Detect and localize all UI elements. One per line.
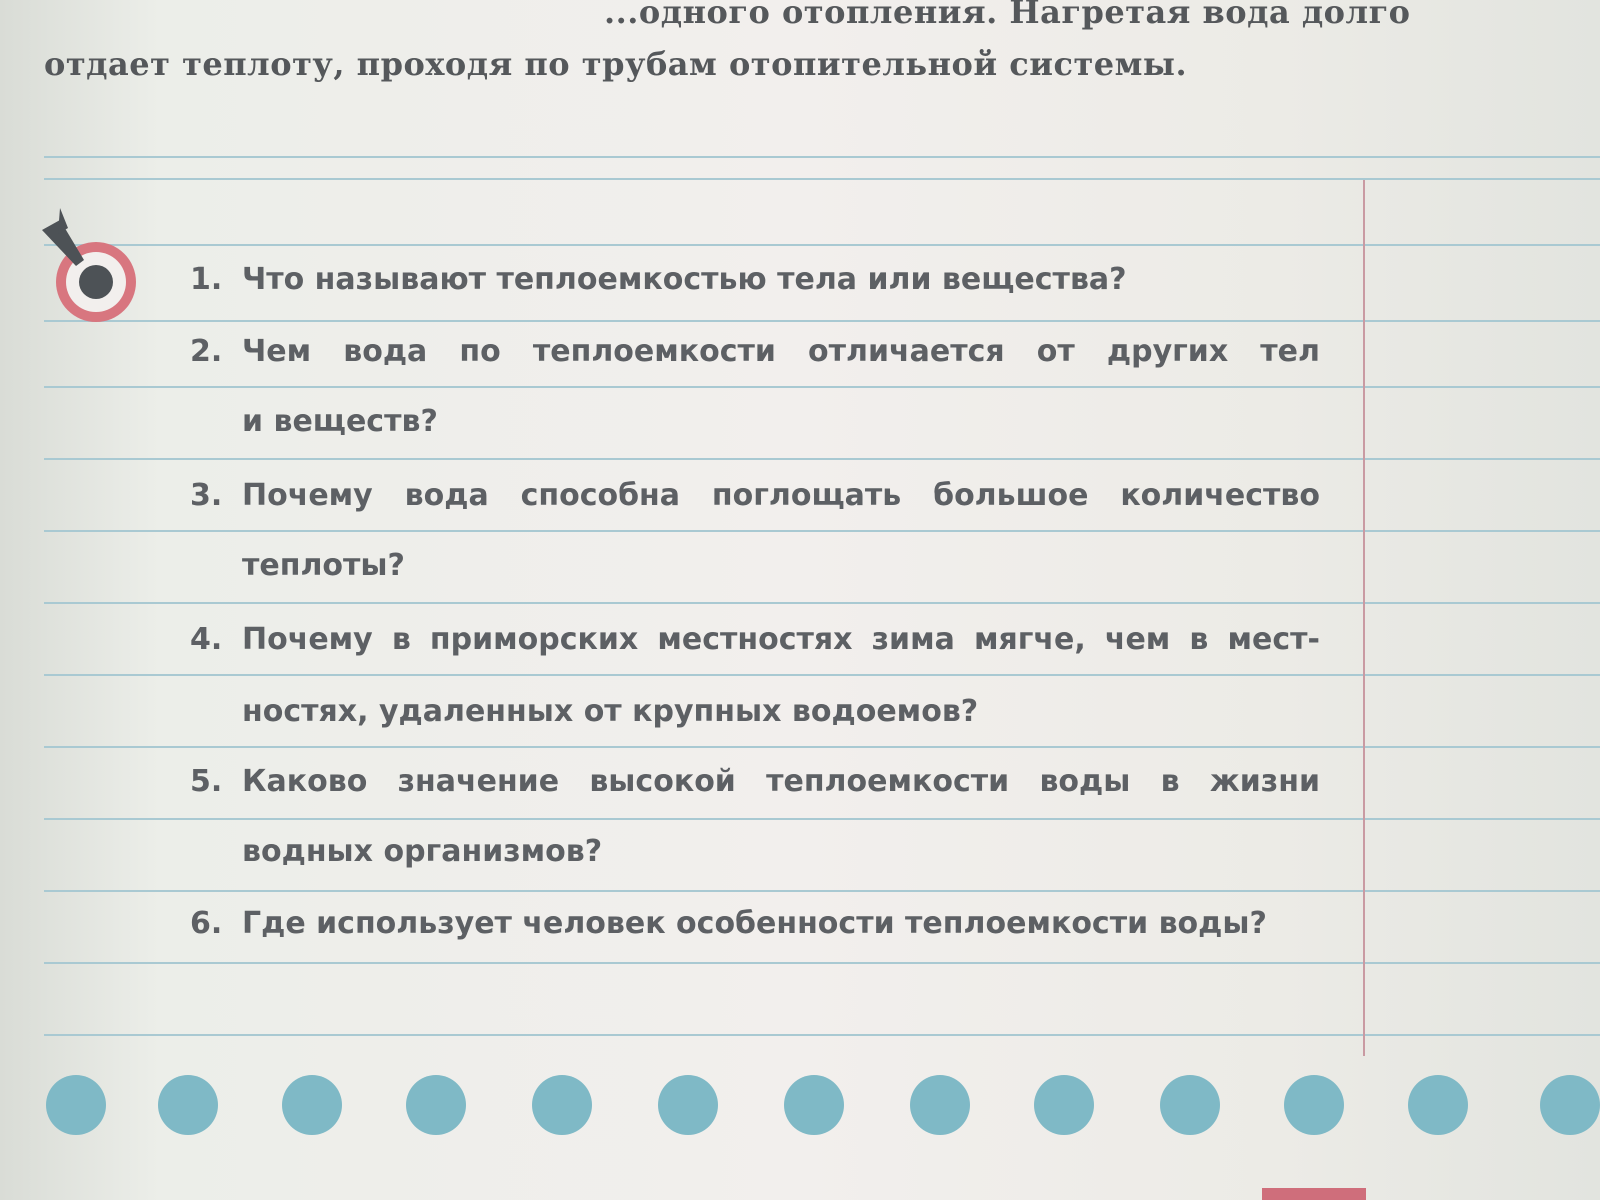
question-number: 1. xyxy=(190,262,223,297)
question-5-continuation: водных организмов? xyxy=(242,834,603,869)
dot-icon xyxy=(532,1075,592,1135)
dot-icon xyxy=(1034,1075,1094,1135)
rule-line xyxy=(44,178,1600,180)
dot-icon xyxy=(784,1075,844,1135)
question-text: Чем вода по теплоемкости отличается от других тел xyxy=(242,334,1320,369)
rule-line xyxy=(44,1034,1600,1036)
rule-line xyxy=(44,244,1600,246)
dot-icon xyxy=(1284,1075,1344,1135)
question-2-continuation: и веществ? xyxy=(242,404,438,439)
page-corner-tab xyxy=(1262,1188,1366,1200)
question-text: Каково значение высокой теплоемкости воды в жизни xyxy=(242,764,1320,799)
margin-line xyxy=(1363,180,1365,1056)
intro-line-1: ...одного отопления. Нагретая вода долго xyxy=(604,0,1411,31)
dot-icon xyxy=(1160,1075,1220,1135)
rule-line xyxy=(44,320,1600,322)
rule-line xyxy=(44,602,1600,604)
rule-line xyxy=(44,746,1600,748)
dot-icon xyxy=(1408,1075,1468,1135)
dot-icon xyxy=(158,1075,218,1135)
target-icon xyxy=(36,200,146,330)
question-number: 3. xyxy=(190,478,223,513)
question-3-continuation: теплоты? xyxy=(242,548,405,583)
question-text: Почему вода способна поглощать большое количество xyxy=(242,478,1320,513)
question-4 xyxy=(190,622,1320,658)
rule-line xyxy=(44,458,1600,460)
rule-line xyxy=(44,156,1600,158)
question-number: 4. xyxy=(190,622,223,657)
question-1 xyxy=(190,262,1320,298)
question-text: Где использует человек особенности теплоемкости воды? xyxy=(242,906,1267,941)
dot-icon xyxy=(282,1075,342,1135)
rule-line xyxy=(44,386,1600,388)
rule-line xyxy=(44,818,1600,820)
intro-paragraph xyxy=(44,0,1411,90)
question-3 xyxy=(190,478,1320,514)
dot-icon xyxy=(658,1075,718,1135)
question-4-continuation: ностях, удаленных от крупных водоемов? xyxy=(242,694,979,729)
dot-icon xyxy=(910,1075,970,1135)
rule-line xyxy=(44,530,1600,532)
question-text: Что называют теплоемкостью тела или вещества? xyxy=(242,262,1127,297)
question-number: 2. xyxy=(190,334,223,369)
intro-line-2: отдает теплоту, проходя по трубам отопительной системы. xyxy=(44,45,1188,83)
dot-border xyxy=(0,1075,1600,1155)
question-number: 5. xyxy=(190,764,223,799)
question-number: 6. xyxy=(190,906,223,941)
dot-icon xyxy=(1540,1075,1600,1135)
question-5 xyxy=(190,764,1320,800)
dot-icon xyxy=(46,1075,106,1135)
rule-line xyxy=(44,674,1600,676)
rule-line xyxy=(44,890,1600,892)
question-2 xyxy=(190,334,1320,370)
question-text: Почему в приморских местностях зима мягче, чем в мест- xyxy=(242,622,1320,657)
question-6 xyxy=(190,906,1320,942)
rule-line xyxy=(44,962,1600,964)
dot-icon xyxy=(406,1075,466,1135)
